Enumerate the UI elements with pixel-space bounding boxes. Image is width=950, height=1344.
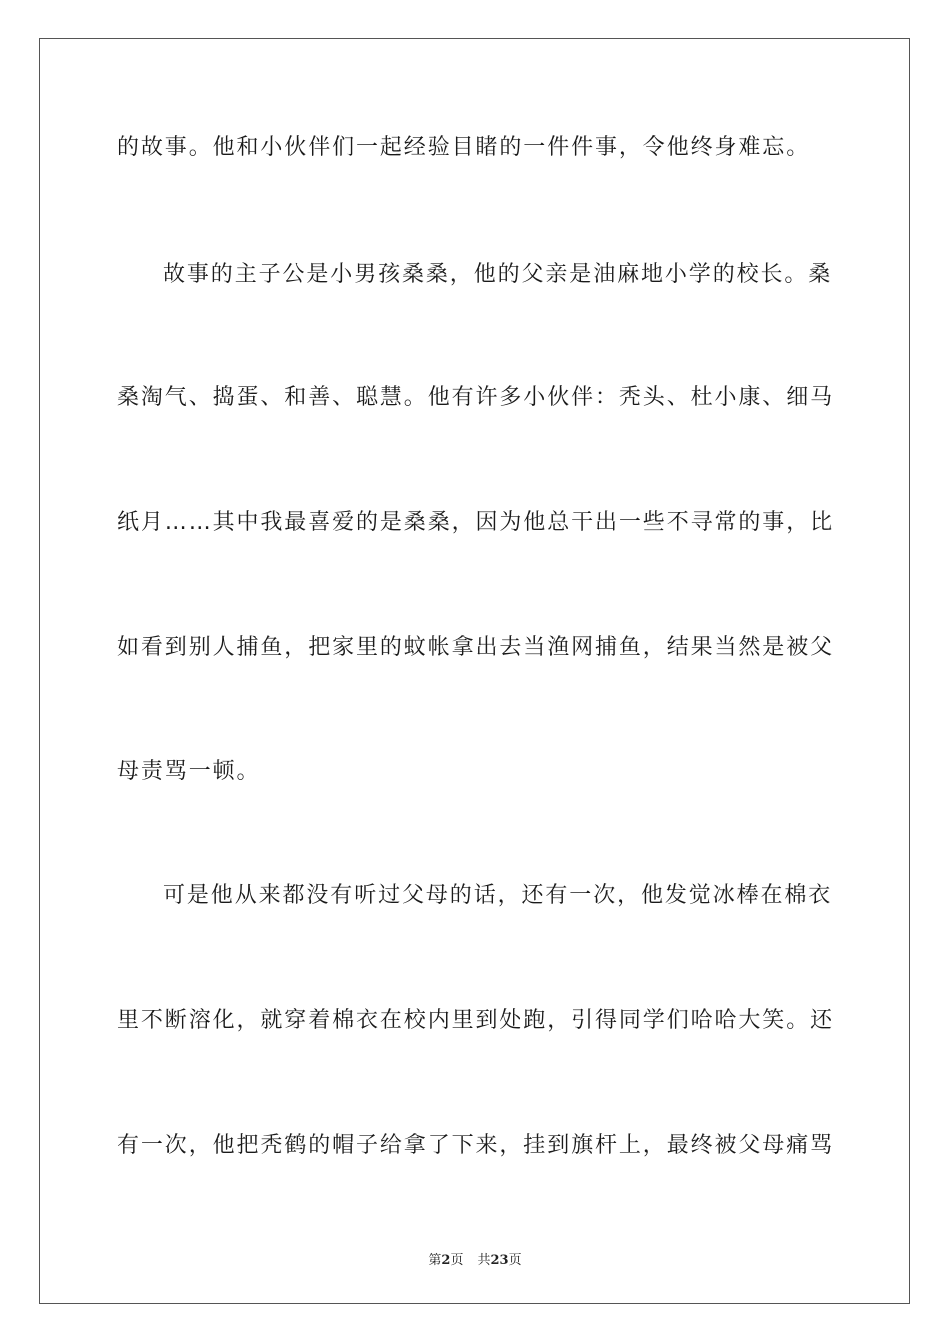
footer-total-pages: 23 [490,1253,509,1268]
body-line-4: 纸月……其中我最喜爱的是桑桑，因为他总干出一些不寻常的事，比 [117,510,835,535]
body-line-8: 里不断溶化，就穿着棉衣在校内里到处跑，引得同学们哈哈大笑。还 [117,1008,835,1033]
footer-page-suffix: 页 [450,1253,464,1268]
body-line-2: 故事的主子公是小男孩桑桑，他的父亲是油麻地小学的校长。桑 [163,262,833,287]
footer-page-number: 2 [441,1253,451,1268]
footer-total-suffix: 页 [508,1253,522,1268]
body-line-3: 桑淘气、捣蛋、和善、聪慧。他有许多小伙伴：秃头、杜小康、细马 [117,385,835,410]
body-line-1: 的故事。他和小伙伴们一起经验目睹的一件件事，令他终身难忘。 [117,135,811,160]
footer-total-prefix: 共 [477,1253,491,1268]
body-line-9: 有一次，他把秃鹤的帽子给拿了下来，挂到旗杆上，最终被父母痛骂 [117,1133,835,1158]
body-line-5: 如看到别人捕鱼，把家里的蚊帐拿出去当渔网捕鱼，结果当然是被父 [117,635,835,660]
body-line-6: 母责骂一顿。 [117,759,261,784]
body-line-7: 可是他从来都没有听过父母的话，还有一次，他发觉冰棒在棉衣 [163,883,833,908]
page-footer [0,1249,950,1268]
page-border [39,38,910,1304]
footer-page-prefix: 第 [428,1253,442,1268]
